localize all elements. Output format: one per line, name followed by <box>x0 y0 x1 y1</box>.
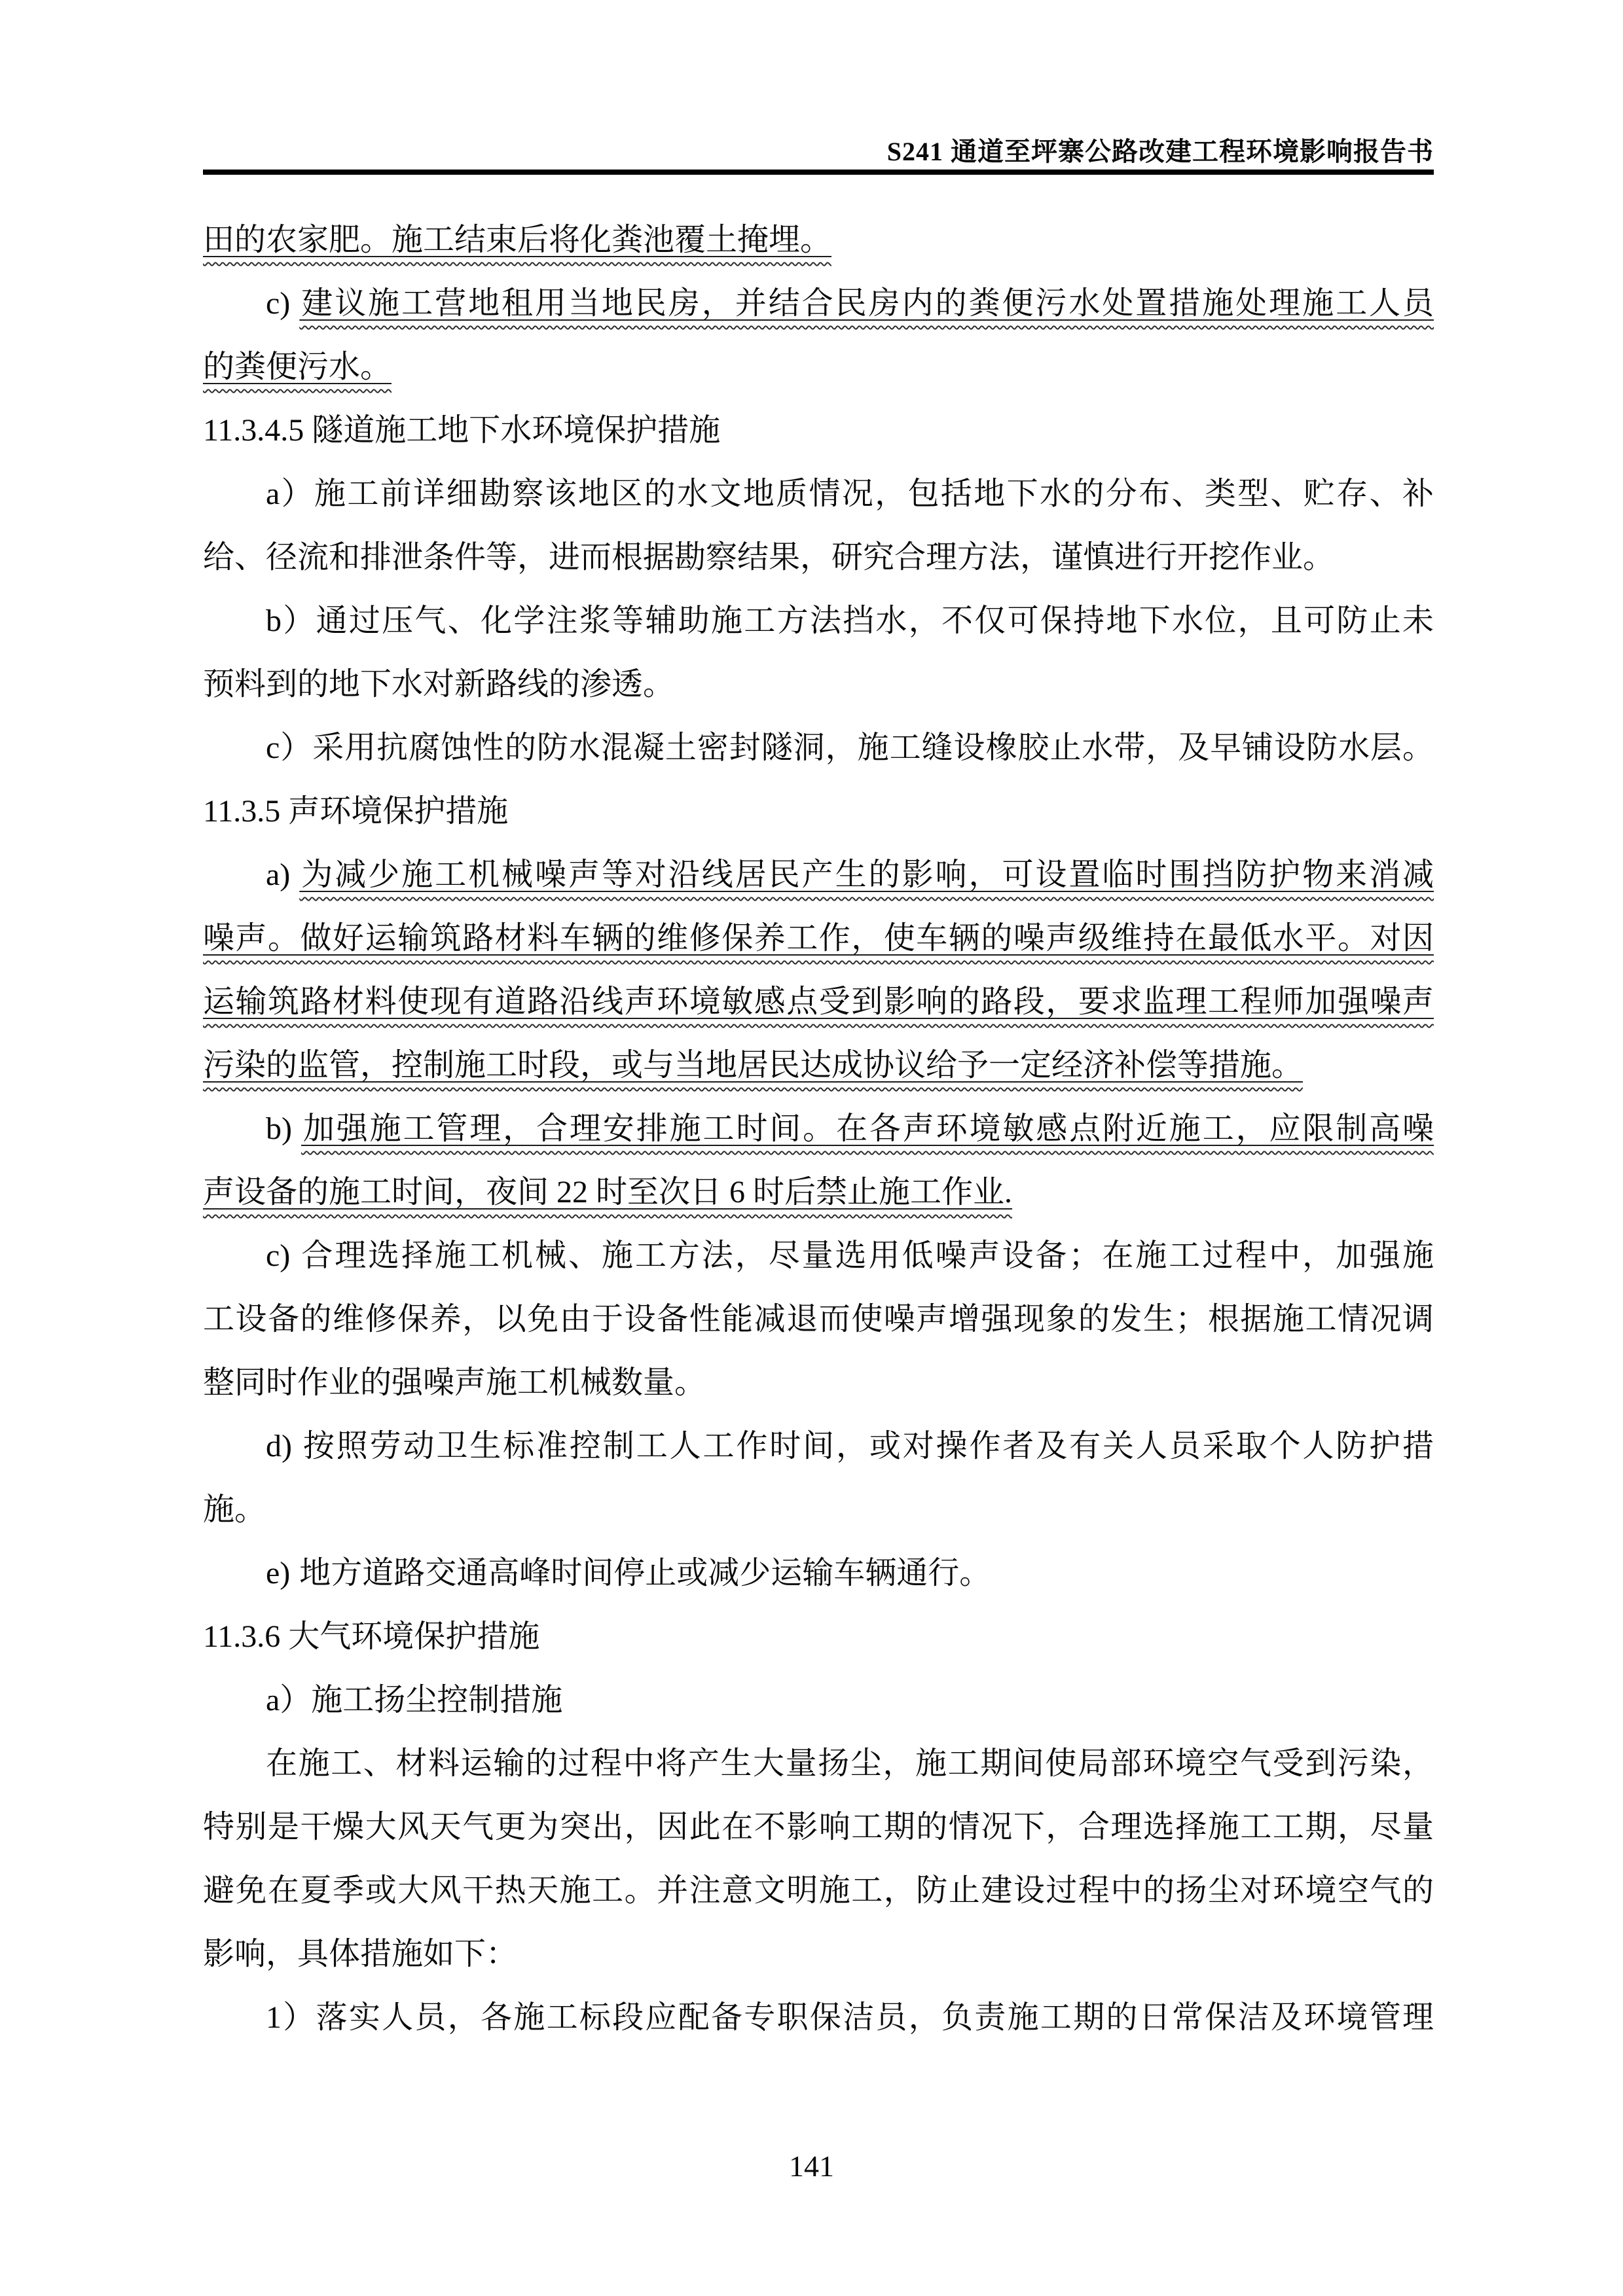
list-marker: c) <box>266 286 291 321</box>
text-line <box>203 208 1434 272</box>
inserted-text: 污染的监管，控制施工时段，或与当地居民达成协议给予一定经济补偿等措施。 <box>203 1048 1304 1083</box>
inserted-text: 运输筑路材料使现有道路沿线声环境敏感点受到影响的路段，要求监理工程师加强噪声 <box>203 984 1434 1019</box>
text-line <box>203 1097 1434 1160</box>
text-line: c）采用抗腐蚀性的防水混凝土密封隧洞，施工缝设橡胶止水带，及早铺设防水层。 <box>266 730 1434 765</box>
text-line: 给、径流和排泄条件等，进而根据勘察结果，研究合理方法，谨慎进行开挖作业。 <box>203 540 1335 575</box>
text-line <box>203 1160 1434 1224</box>
text-line: 特别是干燥大风天气更为突出，因此在不影响工期的情况下，合理选择施工工期，尽量 <box>203 1810 1434 1844</box>
section-heading: 11.3.4.5 隧道施工地下水环境保护措施 <box>203 413 721 448</box>
text-line: 避免在夏季或大风干热天施工。并注意文明施工，防止建设过程中的扬尘对环境空气的 <box>203 1873 1434 1908</box>
page-body-text <box>203 208 1434 2049</box>
text-line: a）施工前详细勘察该地区的水文地质情况，包括地下水的分布、类型、贮存、补 <box>266 476 1434 511</box>
text-line: 在施工、材料运输的过程中将产生大量扬尘，施工期间使局部环境空气受到污染， <box>266 1746 1434 1781</box>
text-line: 预料到的地下水对新路线的渗透。 <box>203 667 675 702</box>
text-line <box>203 272 1434 335</box>
text-line <box>203 843 1434 906</box>
list-marker: c) <box>266 1238 291 1273</box>
section-heading: 11.3.5 声环境保护措施 <box>203 794 509 829</box>
text-line <box>203 906 1434 970</box>
inserted-text: 建议施工营地租用当地民房，并结合民房内的粪便污水处置措施处理施工人员 <box>299 286 1434 321</box>
list-item-text: 按照劳动卫生标准控制工人工作时间，或对操作者及有关人员采取个人防护措 <box>301 1429 1434 1463</box>
header-rule <box>203 170 1434 175</box>
section-heading: 11.3.6 大气环境保护措施 <box>203 1619 540 1654</box>
text-line: b）通过压气、化学注浆等辅助施工方法挡水，不仅可保持地下水位，且可防止未 <box>266 603 1434 638</box>
inserted-text: 加强施工管理，合理安排施工时间。在各声环境敏感点附近施工，应限制高噪 <box>301 1111 1434 1146</box>
text-line <box>203 1033 1434 1097</box>
page-number: 141 <box>789 2149 834 2183</box>
list-marker: d) <box>266 1429 292 1463</box>
text-line <box>203 335 1434 399</box>
inserted-text: 声设备的施工时间，夜间 22 时至次日 6 时后禁止施工作业. <box>203 1175 1013 1210</box>
text-line <box>203 1541 1434 1605</box>
list-marker: a) <box>266 857 291 892</box>
list-marker: b) <box>266 1111 292 1146</box>
text-line <box>203 970 1434 1033</box>
text-line: 整同时作业的强噪声施工机械数量。 <box>203 1365 706 1400</box>
inserted-text: 为减少施工机械噪声等对沿线居民产生的影响，可设置临时围挡防护物来消减 <box>299 857 1434 892</box>
list-item-text: 地方道路交通高峰时间停止或减少运输车辆通行。 <box>299 1556 991 1590</box>
text-line: 1）落实人员，各施工标段应配备专职保洁员，负责施工期的日常保洁及环境管理 <box>266 2000 1434 2035</box>
text-line: 工设备的维修保养，以免由于设备性能减退而使噪声增强现象的发生；根据施工情况调 <box>203 1302 1434 1336</box>
inserted-text: 田的农家肥。施工结束后将化粪池覆土掩埋。 <box>203 223 832 257</box>
inserted-text: 噪声。做好运输筑路材料车辆的维修保养工作，使车辆的噪声级维持在最低水平。对因 <box>203 921 1434 956</box>
text-line: 影响，具体措施如下： <box>203 1937 518 1971</box>
list-marker: e) <box>266 1556 291 1590</box>
text-line <box>203 1414 1434 1478</box>
text-line: a）施工扬尘控制措施 <box>266 1683 563 1717</box>
running-header-title: S241 通道至坪寨公路改建工程环境影响报告书 <box>886 137 1434 166</box>
inserted-text: 的粪便污水。 <box>203 350 392 384</box>
list-item-text: 合理选择施工机械、施工方法，尽量选用低噪声设备；在施工过程中，加强施 <box>299 1238 1434 1273</box>
text-line <box>203 1224 1434 1287</box>
text-line: 施。 <box>203 1492 266 1527</box>
